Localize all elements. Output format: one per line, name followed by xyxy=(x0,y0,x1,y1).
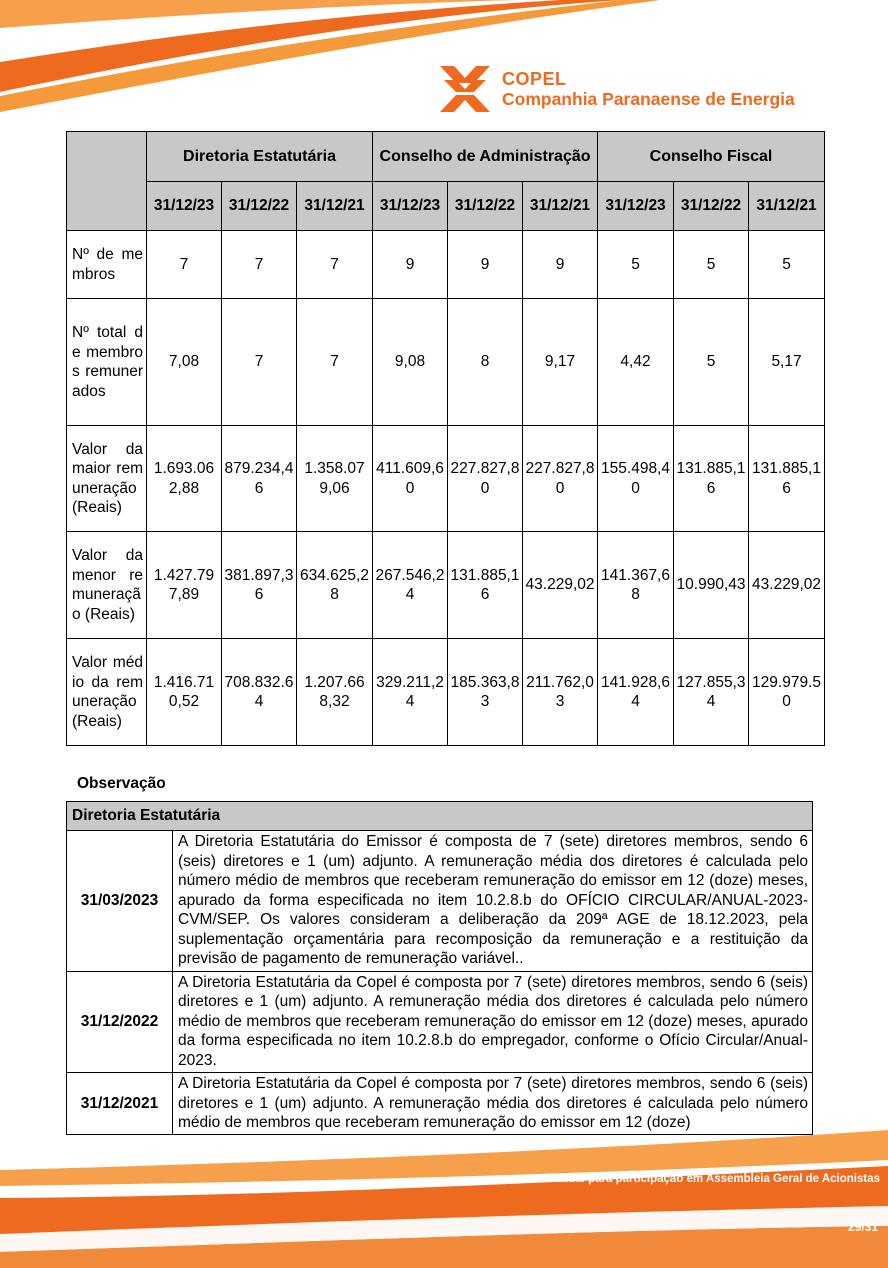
table-cell: 411.609,60 xyxy=(373,426,448,532)
table-cell: 7 xyxy=(222,299,297,426)
row-label: Valor da menor remuneração (Reais) xyxy=(67,532,147,639)
table-row xyxy=(67,639,825,746)
observation-text-cell xyxy=(173,1073,813,1135)
company-logo xyxy=(440,66,795,112)
table-cell: 9,17 xyxy=(523,299,598,426)
table-cell: 5 xyxy=(749,231,825,299)
date-header: 31/12/22 xyxy=(448,182,523,231)
table-cell: 1.358.079,06 xyxy=(297,426,373,532)
table-cell: 131.885,16 xyxy=(674,426,749,532)
table-cell: 7 xyxy=(147,231,222,299)
date-header: 31/12/21 xyxy=(749,182,825,231)
table-row xyxy=(67,231,825,299)
table-cell: 267.546,24 xyxy=(373,532,448,639)
table-cell: 7 xyxy=(297,299,373,426)
table-cell: 879.234,46 xyxy=(222,426,297,532)
table-cell: 227.827,80 xyxy=(448,426,523,532)
table-cell: 141.928,64 xyxy=(598,639,674,746)
table-cell: 10.990,43 xyxy=(674,532,749,639)
date-header: 31/12/23 xyxy=(147,182,222,231)
group-header: Diretoria Estatutária xyxy=(147,132,373,182)
observation-text: A Diretoria Estatutária da Copel é composta por 7 (sete) diretores membros, sendo 6 (seis) diretores e 1 (um) adjunto. A remuneração média dos diretores é calculada pelo número médio de membros que receberam remuneração do emissor em 12 (doze) meses, apurado da forma especificada no item 10.2.8.b do empregador, conforme o Ofício Circular/Anual-2023. xyxy=(173,971,813,1073)
table-cell: 129.979.50 xyxy=(749,639,825,746)
date-header: 31/12/23 xyxy=(373,182,448,231)
row-label: Valor médio da remuneração (Reais) xyxy=(67,639,147,746)
table-cell: 708.832.64 xyxy=(222,639,297,746)
table-cell: 5 xyxy=(674,231,749,299)
table-cell: 1.693.062,88 xyxy=(147,426,222,532)
table-cell: 5 xyxy=(674,299,749,426)
date-header: 31/12/22 xyxy=(674,182,749,231)
table-cell: 1.207.668,32 xyxy=(297,639,373,746)
group-header: Conselho de Administração xyxy=(373,132,598,182)
date-header: 31/12/22 xyxy=(222,182,297,231)
table-cell: 211.762,03 xyxy=(523,639,598,746)
observation-table xyxy=(66,801,813,1135)
table-cell: 9 xyxy=(523,231,598,299)
observation-section-header: Diretoria Estatutária xyxy=(67,802,813,831)
observation-date: 31/03/2023 xyxy=(67,831,173,972)
group-header: Conselho Fiscal xyxy=(598,132,825,182)
table-cell: 7 xyxy=(297,231,373,299)
page-number: 29/31 xyxy=(847,1220,878,1234)
date-header: 31/12/21 xyxy=(297,182,373,231)
table-cell: 4,42 xyxy=(598,299,674,426)
table-cell: 7 xyxy=(222,231,297,299)
observation-date: 31/12/2022 xyxy=(67,971,173,1073)
table-row xyxy=(67,426,825,532)
table-row xyxy=(67,532,825,639)
observation-text: A Diretoria Estatutária do Emissor é composta de 7 (sete) diretores membros, sendo 6 (seis) diretores e 1 (um) adjunto. A remuneração média dos diretores é calculada pelo número médio de membros que receberam remuneração do emissor em 12 (doze) meses, apurado da forma especificada no item 10.2.8.b do OFÍCIO CIRCULAR/ANUAL-2023-CVM/SEP. Os valores consideram a deliberação da 209ª AGE de 18.12.2023, pela suplementação orçamentária para recomposição da remuneração e a restituição da previsão de pagamento de remuneração variável.. xyxy=(173,831,813,972)
observation-date: 31/12/2021 xyxy=(67,1073,173,1135)
row-label: Nº de membros xyxy=(67,231,147,299)
table-cell: 9,08 xyxy=(373,299,448,426)
table-cell: 5,17 xyxy=(749,299,825,426)
table-cell: 155.498,40 xyxy=(598,426,674,532)
corner-cell xyxy=(67,132,147,231)
date-header: 31/12/23 xyxy=(598,182,674,231)
table-cell: 131.885,16 xyxy=(749,426,825,532)
table-cell: 131.885,16 xyxy=(448,532,523,639)
table-cell: 634.625,28 xyxy=(297,532,373,639)
table-row xyxy=(67,1073,813,1135)
copel-logo-icon xyxy=(440,66,490,112)
table-cell: 185.363,83 xyxy=(448,639,523,746)
footer-swoosh xyxy=(0,1130,888,1268)
table-cell: 329.211,24 xyxy=(373,639,448,746)
table-cell: 7,08 xyxy=(147,299,222,426)
company-full-name: Companhia Paranaense de Energia xyxy=(502,89,795,109)
table-cell: 43.229,02 xyxy=(523,532,598,639)
table-cell: 227.827,80 xyxy=(523,426,598,532)
table-row xyxy=(67,299,825,426)
table-cell: 127.855,34 xyxy=(674,639,749,746)
table-cell: 1.427.797,89 xyxy=(147,532,222,639)
footer-manual-title: Manual para participação em Assembleia Geral de Acionistas xyxy=(545,1173,880,1185)
table-cell: 1.416.710,52 xyxy=(147,639,222,746)
remuneration-table xyxy=(66,131,825,746)
table-cell: 8 xyxy=(448,299,523,426)
observation-text: A Diretoria Estatutária da Copel é composta por 7 (sete) diretores membros, sendo 6 (seis) diretores e 1 (um) adjunto. A remuneração média dos diretores é calculada pelo número médio de membros que receberam remuneração do emissor em 12 (doze) xyxy=(178,1075,809,1131)
table-cell: 43.229,02 xyxy=(749,532,825,639)
table-row xyxy=(67,831,813,972)
row-label: Nº total de membros remunerados xyxy=(67,299,147,426)
observation-title: Observação xyxy=(77,775,166,792)
table-cell: 5 xyxy=(598,231,674,299)
table-row xyxy=(67,971,813,1073)
table-cell: 9 xyxy=(448,231,523,299)
company-name: COPEL xyxy=(502,69,567,89)
table-cell: 381.897,36 xyxy=(222,532,297,639)
table-cell: 9 xyxy=(373,231,448,299)
row-label: Valor da maior remuneração (Reais) xyxy=(67,426,147,532)
date-header: 31/12/21 xyxy=(523,182,598,231)
table-cell: 141.367,68 xyxy=(598,532,674,639)
